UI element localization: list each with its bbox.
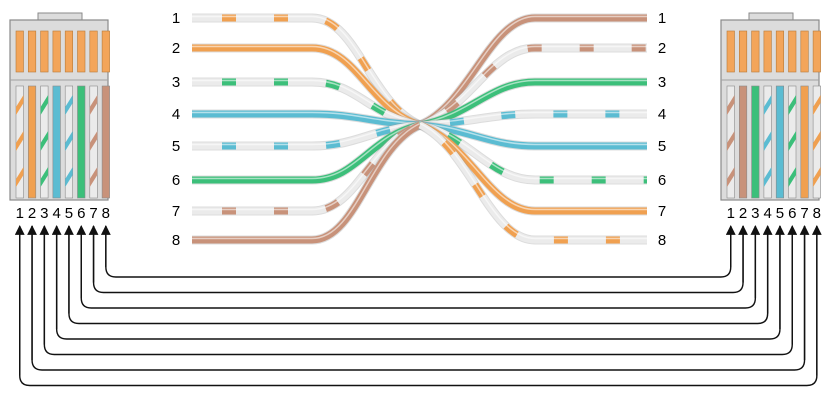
right-contact-blade (813, 31, 821, 72)
left-wire-label: 4 (171, 106, 181, 123)
left-contact-blade (90, 31, 98, 72)
pin-connection-4-to-5 (57, 226, 780, 339)
left-wire-label: 6 (171, 172, 181, 189)
right-pin-label: 2 (738, 205, 748, 222)
left-pin-wire (28, 86, 36, 198)
right-contact-blade (752, 31, 760, 72)
left-wire-label: 5 (171, 138, 181, 155)
pin-connection-1-to-8 (20, 226, 817, 386)
left-wire-label: 7 (171, 203, 181, 220)
wire-bundle (192, 17, 647, 241)
right-pin-label: 4 (763, 205, 772, 222)
right-pin-label: 8 (812, 205, 822, 222)
right-pin-label: 7 (800, 205, 809, 222)
left-wire-label: 8 (171, 232, 181, 249)
left-wire-label: 1 (171, 10, 181, 27)
right-wire-label: 7 (657, 203, 667, 220)
right-wire-label: 1 (657, 10, 667, 27)
left-pin-label: 6 (77, 205, 86, 222)
left-contact-blade (41, 31, 49, 72)
left-pin-wire (102, 86, 110, 198)
left-contact-blade (28, 31, 36, 72)
left-contact-blade (78, 31, 86, 72)
pin-connection-2-to-7 (32, 226, 805, 370)
pin-connection-6-to-3 (81, 226, 755, 308)
pin-connection-3-to-6 (44, 226, 792, 355)
right-contact-blade (789, 31, 797, 72)
left-contact-blade (16, 31, 24, 72)
right-rj45-connector (721, 13, 821, 222)
right-wire-label: 2 (657, 40, 667, 57)
left-rj45-connector (10, 13, 110, 222)
left-pin-label: 8 (101, 205, 111, 222)
right-contact-blade (801, 31, 809, 72)
right-pin-wire (801, 86, 809, 198)
left-wire-label: 3 (171, 74, 181, 91)
right-pin-label: 1 (726, 205, 735, 222)
left-pin-label: 4 (52, 205, 61, 222)
right-contact-blade (764, 31, 772, 72)
right-pin-label: 3 (751, 205, 760, 222)
left-pin-label: 3 (40, 205, 49, 222)
pin-connections (20, 226, 817, 386)
right-wire-label: 5 (657, 138, 667, 155)
left-pin-wire (53, 86, 61, 198)
left-pin-label: 1 (15, 205, 24, 222)
right-pin-wire (752, 86, 760, 198)
right-wire-label: 6 (657, 172, 667, 189)
right-wire-label: 4 (657, 106, 667, 123)
right-pin-wire (776, 86, 784, 198)
left-pin-wire (78, 86, 86, 198)
right-contact-blade (739, 31, 747, 72)
left-wire-label: 2 (171, 40, 181, 57)
right-wire-label: 8 (657, 232, 667, 249)
left-pin-label: 7 (89, 205, 98, 222)
left-contact-blade (65, 31, 73, 72)
right-contact-blade (727, 31, 735, 72)
left-pin-label: 2 (27, 205, 37, 222)
right-pin-label: 5 (775, 205, 785, 222)
right-pin-label: 6 (788, 205, 797, 222)
left-contact-blade (53, 31, 61, 72)
left-pin-label: 5 (64, 205, 74, 222)
right-contact-blade (776, 31, 784, 72)
left-contact-blade (102, 31, 110, 72)
pin-connection-8-to-1 (106, 226, 731, 277)
right-pin-wire (739, 86, 747, 198)
right-wire-label: 3 (657, 74, 667, 91)
